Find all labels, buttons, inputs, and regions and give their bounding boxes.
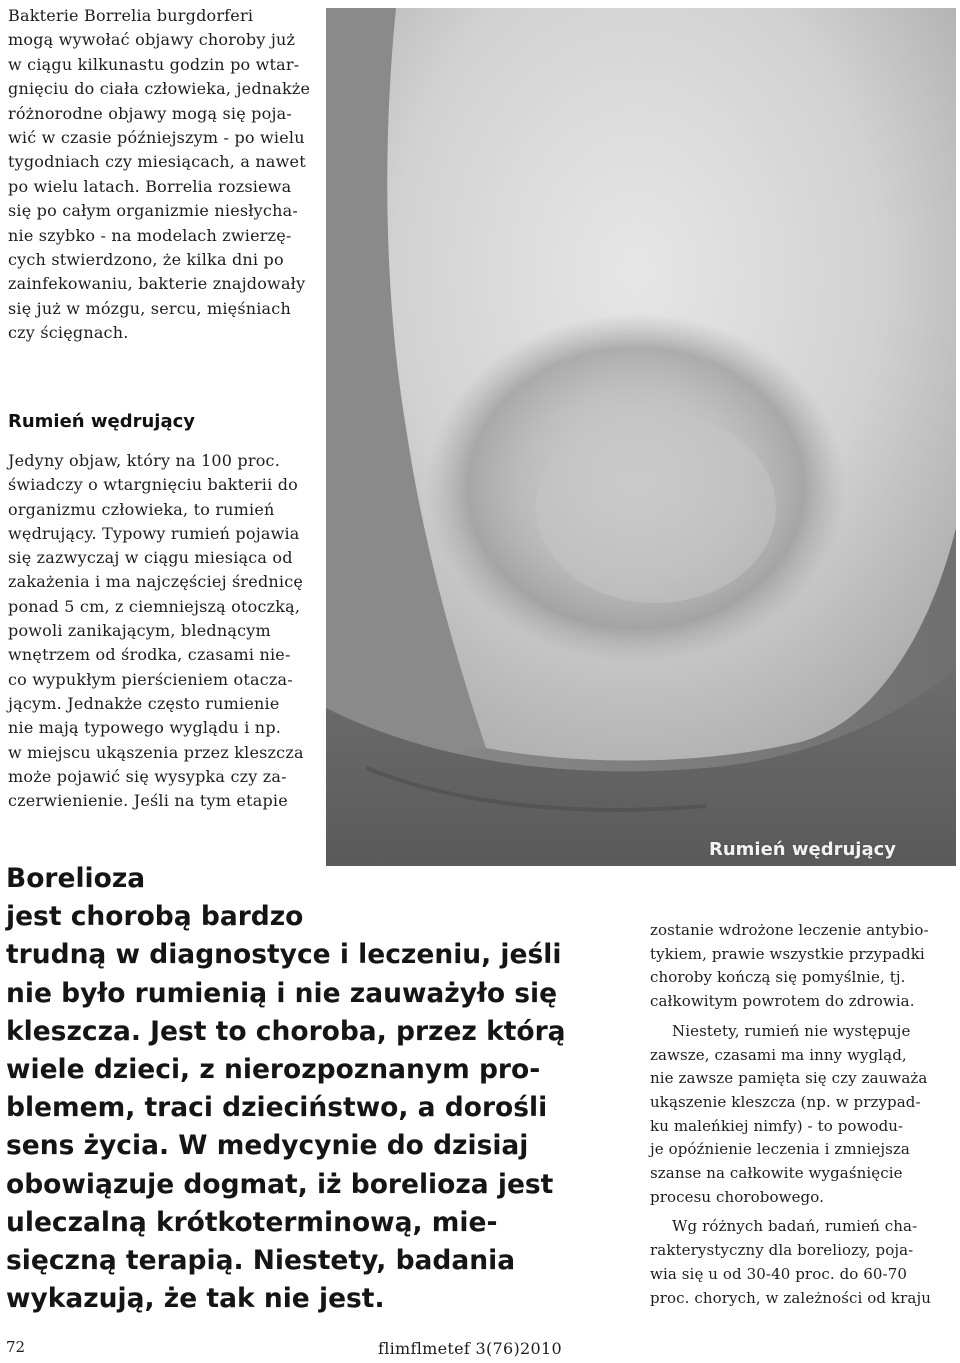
text-line: zakażenia i ma najczęściej średnicę — [8, 572, 304, 592]
text-line: proc. chorych, w zależności od kraju — [650, 1288, 931, 1307]
section-heading: Rumień wędrujący — [8, 410, 196, 432]
text-line: mogą wywołać objawy choroby już — [8, 30, 296, 50]
quote-line: wiele dzieci, z nierozpoznanym pro- — [6, 1054, 541, 1086]
intro-text — [8, 4, 313, 346]
quote-line: kleszcza. Jest to choroba, przez którą — [6, 1015, 566, 1047]
text-line: szanse na całkowite wygaśnięcie — [650, 1164, 903, 1183]
text-line: nie mają typowego wyglądu i np. — [8, 718, 282, 738]
quote-line: sięczną terapią. Niestety, badania — [6, 1245, 516, 1277]
text-line: powoli zanikającym, blednącym — [8, 621, 271, 641]
quote-line: obowiązuje dogmat, iż borelioza jest — [6, 1168, 554, 1200]
right-paragraph-3 — [650, 1215, 955, 1310]
text-line: Bakterie Borrelia burgdorferi — [8, 6, 254, 25]
quote-line: blemem, traci dzieciństwo, a dorośli — [6, 1092, 548, 1124]
text-line: Niestety, rumień nie występuje — [672, 1021, 911, 1040]
text-line: nie szybko - na modelach zwierzę- — [8, 225, 292, 245]
text-line: się już w mózgu, sercu, mięśniach — [8, 298, 291, 318]
text-line: Jedyny objaw, który na 100 proc. — [8, 451, 280, 470]
text-line: wia się u od 30-40 proc. do 60-70 — [650, 1264, 908, 1283]
text-line: nie zawsze pamięta się czy zauważa — [650, 1069, 928, 1088]
text-line: je opóźnienie leczenia i zmniejsza — [650, 1140, 910, 1159]
quote-line: uleczalną krótkoterminową, mie- — [6, 1206, 498, 1238]
quote-line: Borelioza — [6, 863, 146, 894]
text-line: cych stwierdzono, że kilka dni po — [8, 250, 284, 270]
text-line: rakterystyczny dla boreliozy, poja- — [650, 1241, 914, 1260]
text-line: się po całym organizmie niesłycha- — [8, 201, 298, 221]
text-line: co wypukłym pierścieniem otacza- — [8, 669, 293, 689]
text-line: czerwienienie. Jeśli na tym etapie — [8, 791, 288, 811]
text-line: w miejscu ukąszenia przez kleszcza — [8, 742, 304, 762]
intro-paragraph — [8, 4, 313, 346]
text-line: ukąszenie kleszcza (np. w przypad- — [650, 1092, 921, 1111]
quote-line: trudną w diagnostyce i leczeniu, jeśli — [6, 939, 562, 971]
text-line: czy ścięgnach. — [8, 323, 129, 343]
quote-line: sens życia. W medycynie do dzisiaj — [6, 1130, 529, 1162]
right-paragraph-1 — [650, 919, 955, 1014]
text-line: w ciągu kilkunastu godzin po wtar- — [8, 54, 300, 74]
text-line: zainfekowaniu, bakterie znajdowały — [8, 274, 306, 294]
text-line: wnętrzem od środka, czasami nie- — [8, 645, 291, 665]
quote-line: jest chorobą bardzo — [6, 901, 304, 933]
text-line: wędrujący. Typowy rumień pojawia — [8, 523, 300, 543]
erythema-photo — [326, 8, 956, 866]
page-number: 72 — [6, 1338, 26, 1356]
text-line: jącym. Jednakże często rumienie — [8, 693, 280, 713]
text-line: różnorodne objawy mogą się poja- — [8, 103, 292, 123]
text-line: gnięciu do ciała człowieka, jednakże — [8, 79, 311, 99]
text-line: po wielu latach. Borrelia rozsiewa — [8, 176, 292, 196]
text-line: procesu chorobowego. — [650, 1187, 824, 1206]
right-column — [650, 919, 955, 1310]
text-line: choroby kończą się pomyślnie, tj. — [650, 968, 906, 987]
text-line: może pojawić się wysypka czy za- — [8, 766, 287, 786]
text-line: tykiem, prawie wszystkie przypadki — [650, 944, 925, 963]
text-line: organizmu człowieka, to rumień — [8, 499, 275, 519]
text-line: się zazwyczaj w ciągu miesiąca od — [8, 548, 293, 568]
text-line: ponad 5 cm, z ciemniejszą otoczką, — [8, 596, 301, 616]
text-line: wić w czasie późniejszym - po wielu — [8, 128, 305, 148]
quote-line: nie było rumienią i nie zauważyło się — [6, 977, 558, 1009]
text-line: całkowitym powrotem do zdrowia. — [650, 992, 915, 1011]
pull-quote — [6, 860, 566, 1318]
rumien-text — [8, 449, 313, 813]
text-line: świadczy o wtargnięciu bakterii do — [8, 475, 298, 495]
text-line: ku maleńkiej nimfy) - to powodu- — [650, 1116, 904, 1135]
text-line: zostanie wdrożone leczenie antybio- — [650, 921, 929, 939]
text-line: Wg różnych badań, rumień cha- — [672, 1217, 918, 1236]
quote-line: wykazują, że tak nie jest. — [6, 1283, 385, 1315]
photo-illustration — [326, 8, 956, 866]
text-line: zawsze, czasami ma inny wygląd, — [650, 1045, 907, 1064]
text-line: tygodniach czy miesiącach, a nawet — [8, 152, 306, 172]
photo-caption: Rumień wędrujący — [708, 839, 896, 860]
right-paragraph-2 — [650, 1020, 955, 1210]
rumien-paragraph — [8, 449, 313, 813]
magazine-issue: flimflmetef 3(76)2010 — [378, 1339, 562, 1358]
